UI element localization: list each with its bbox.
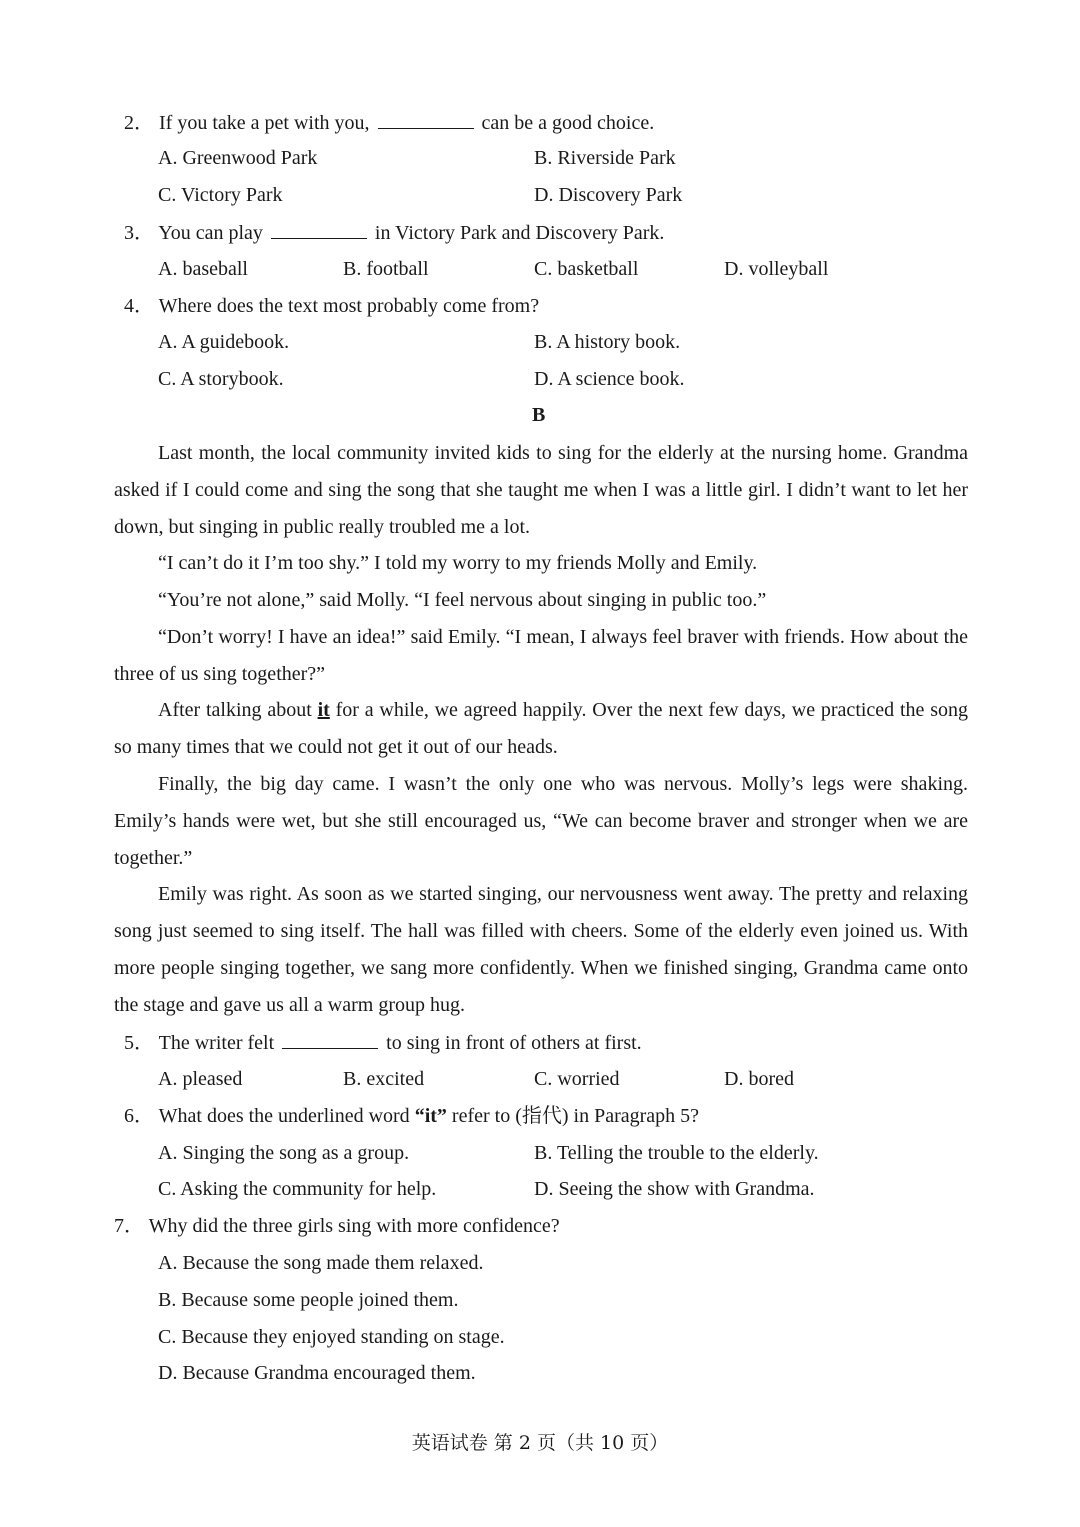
option-c: C. basketball: [534, 258, 639, 280]
passage-paragraph-6: [114, 766, 968, 877]
passage-paragraph-7: [114, 876, 968, 1024]
option-d: D. Seeing the show with Grandma.: [534, 1178, 815, 1200]
question-number: 5．: [124, 1032, 154, 1054]
option-b: B. Riverside Park: [534, 147, 676, 169]
option-c: C. Asking the community for help.: [158, 1178, 437, 1200]
stem-text: What does the underlined word: [158, 1105, 410, 1127]
option-c: C. worried: [534, 1068, 620, 1090]
option-d: D. A science book.: [534, 368, 685, 390]
option-a: A. Because the song made them relaxed.: [158, 1252, 484, 1274]
answer-blank: [282, 1030, 378, 1049]
question-number: 4．: [124, 295, 154, 317]
underlined-word: it: [317, 699, 330, 721]
question-4-stem: [124, 294, 539, 318]
question-number: 2．: [124, 112, 154, 134]
passage-paragraph-4: [114, 619, 968, 693]
option-c: C. Because they enjoyed standing on stage.: [158, 1326, 505, 1348]
passage-paragraph-5: [114, 692, 968, 766]
option-c: C. A storybook.: [158, 368, 284, 390]
stem-text: in Victory Park and Discovery Park.: [374, 222, 665, 244]
option-a: A. Singing the song as a group.: [158, 1142, 410, 1164]
stem-text: to sing in front of others at first.: [386, 1032, 642, 1054]
question-number: 6．: [124, 1105, 154, 1127]
paragraph-text: Finally, the big day came. I wasn’t the only one who was nervous. Molly’s legs were shaking. Emily’s hands were wet, but she still encouraged us, “We can become braver and stronger when we are together.”: [114, 773, 968, 869]
option-d: D. Because Grandma encouraged them.: [158, 1362, 476, 1384]
option-b: B. Telling the trouble to the elderly.: [534, 1142, 819, 1164]
option-b: B. A history book.: [534, 331, 681, 353]
passage-paragraph-1: [114, 435, 968, 546]
answer-blank: [271, 220, 367, 239]
option-a: A. A guidebook.: [158, 331, 290, 353]
paragraph-text: for a while, we agreed happily. Over the next few days, we practiced the song so many times that we could not get it out of our heads.: [114, 699, 968, 758]
option-c: C. Victory Park: [158, 184, 283, 206]
option-d: D. bored: [724, 1068, 794, 1090]
question-number: 3．: [124, 222, 154, 244]
option-b: B. Because some people joined them.: [158, 1289, 459, 1311]
stem-text: refer to (指代) in Paragraph 5?: [451, 1105, 700, 1127]
option-a: A. baseball: [158, 258, 248, 280]
paragraph-text: After talking about: [158, 699, 312, 721]
option-b: B. excited: [343, 1068, 425, 1090]
passage-paragraph-3: [114, 582, 968, 619]
paragraph-text: Last month, the local community invited kids to sing for the elderly at the nursing home. Grandma asked if I could come and sing the song that she taught me when I was a little girl. I didn’t want to let her down, but singing in public really troubled me a lot.: [114, 442, 968, 538]
paragraph-text: “Don’t worry! I have an idea!” said Emily. “I mean, I always feel braver with friends. How about the three of us sing together?”: [114, 626, 968, 685]
stem-text: If you take a pet with you,: [159, 112, 370, 134]
question-6-stem: [124, 1104, 699, 1128]
question-5-stem: [124, 1030, 642, 1055]
question-7-stem: [114, 1214, 560, 1238]
section-heading: B: [532, 404, 546, 426]
question-2-stem: [124, 110, 654, 135]
option-d: D. volleyball: [724, 258, 829, 280]
option-d: D. Discovery Park: [534, 184, 683, 206]
question-3-stem: [124, 220, 664, 245]
stem-text: Where does the text most probably come from?: [158, 295, 540, 317]
paragraph-text: Emily was right. As soon as we started singing, our nervousness went away. The pretty and relaxing song just seemed to sing itself. The hall was filled with cheers. Some of the elderly even joined us. With more people singing together, we sang more confidently. When we finished singing, Grandma came onto the stage and gave us all a warm group hug.: [114, 883, 968, 1016]
stem-text: The writer felt: [158, 1032, 275, 1054]
option-b: B. football: [343, 258, 429, 280]
page-footer: 英语试卷 第 2 页（共 10 页）: [411, 1432, 669, 1454]
stem-text: Why did the three girls sing with more confidence?: [148, 1215, 560, 1237]
passage-paragraph-2: [114, 545, 968, 582]
paragraph-text: “You’re not alone,” said Molly. “I feel nervous about singing in public too.”: [158, 589, 767, 611]
stem-text: can be a good choice.: [481, 112, 655, 134]
question-number: 7．: [114, 1215, 144, 1237]
paragraph-text: “I can’t do it I’m too shy.” I told my worry to my friends Molly and Emily.: [158, 552, 758, 574]
option-a: A. Greenwood Park: [158, 147, 318, 169]
answer-blank: [378, 110, 474, 129]
stem-text: You can play: [158, 222, 263, 244]
option-a: A. pleased: [158, 1068, 243, 1090]
highlighted-word: “it”: [414, 1105, 447, 1127]
